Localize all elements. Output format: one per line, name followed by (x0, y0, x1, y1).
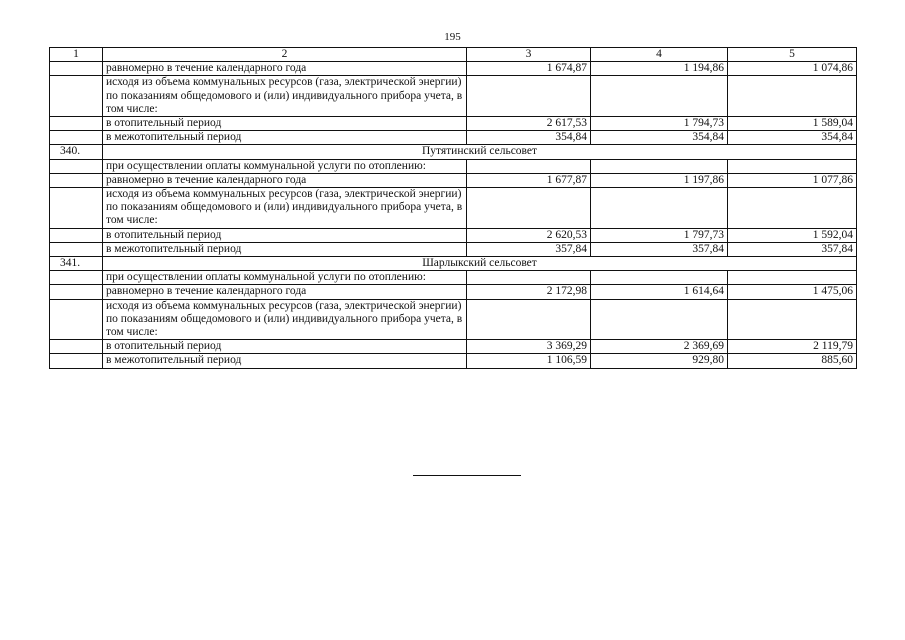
value-cell-4 (591, 271, 728, 285)
label-cell: исходя из объема коммунальных ресурсов (газа, электрической энергии) по показаниям общедомового и (или) индивидуального прибора учета, в том числе: (103, 188, 467, 229)
value-cell-3 (467, 188, 591, 229)
value-cell-4: 1 797,73 (591, 228, 728, 242)
num-cell (50, 62, 103, 76)
value-cell-3: 357,84 (467, 242, 591, 256)
value-cell-4 (591, 76, 728, 117)
value-cell-3 (467, 76, 591, 117)
value-cell-3 (467, 299, 591, 340)
num-cell (50, 354, 103, 368)
section-title: Шарлыкский сельсовет (103, 257, 857, 271)
label-cell: в межотопительный период (103, 131, 467, 145)
table-row (50, 354, 857, 368)
label-cell: при осуществлении оплаты коммунальной услуги по отоплению: (103, 271, 467, 285)
value-cell-3: 1 106,59 (467, 354, 591, 368)
num-cell (50, 285, 103, 299)
label-cell: равномерно в течение календарного года (103, 62, 467, 76)
value-cell-5 (728, 299, 857, 340)
value-cell-5: 1 077,86 (728, 173, 857, 187)
value-cell-3: 2 620,53 (467, 228, 591, 242)
num-cell (50, 299, 103, 340)
header-col-1: 1 (50, 48, 103, 62)
table-row (50, 299, 857, 340)
table-row (50, 188, 857, 229)
table-row (50, 173, 857, 187)
num-cell (50, 76, 103, 117)
table-row (50, 340, 857, 354)
section-row (50, 257, 857, 271)
value-cell-5: 354,84 (728, 131, 857, 145)
value-cell-5 (728, 188, 857, 229)
num-cell (50, 131, 103, 145)
value-cell-5 (728, 271, 857, 285)
tariff-table (49, 47, 857, 369)
value-cell-5: 1 592,04 (728, 228, 857, 242)
value-cell-5: 1 589,04 (728, 117, 857, 131)
table-row (50, 117, 857, 131)
value-cell-4: 1 197,86 (591, 173, 728, 187)
value-cell-4 (591, 188, 728, 229)
label-cell: в отопительный период (103, 228, 467, 242)
table-row (50, 131, 857, 145)
section-row (50, 145, 857, 159)
table-row (50, 228, 857, 242)
value-cell-3: 2 617,53 (467, 117, 591, 131)
section-number: 341. (50, 257, 103, 271)
header-col-5: 5 (728, 48, 857, 62)
section-title: Путятинский сельсовет (103, 145, 857, 159)
label-cell: исходя из объема коммунальных ресурсов (газа, электрической энергии) по показаниям общедомового и (или) индивидуального прибора учета, в том числе: (103, 299, 467, 340)
value-cell-3: 354,84 (467, 131, 591, 145)
value-cell-4: 929,80 (591, 354, 728, 368)
value-cell-4: 2 369,69 (591, 340, 728, 354)
value-cell-5: 885,60 (728, 354, 857, 368)
header-col-4: 4 (591, 48, 728, 62)
value-cell-4: 354,84 (591, 131, 728, 145)
table-row (50, 285, 857, 299)
page-number: 195 (444, 31, 461, 43)
value-cell-5: 357,84 (728, 242, 857, 256)
label-cell: в межотопительный период (103, 242, 467, 256)
num-cell (50, 228, 103, 242)
label-cell: равномерно в течение календарного года (103, 285, 467, 299)
label-cell: исходя из объема коммунальных ресурсов (газа, электрической энергии) по показаниям общедомового и (или) индивидуального прибора учета, в том числе: (103, 76, 467, 117)
label-cell: в межотопительный период (103, 354, 467, 368)
value-cell-4: 1 794,73 (591, 117, 728, 131)
value-cell-4 (591, 299, 728, 340)
num-cell (50, 188, 103, 229)
value-cell-3 (467, 159, 591, 173)
section-number: 340. (50, 145, 103, 159)
value-cell-5: 1 074,86 (728, 62, 857, 76)
value-cell-4: 357,84 (591, 242, 728, 256)
num-cell (50, 173, 103, 187)
num-cell (50, 271, 103, 285)
label-cell: равномерно в течение календарного года (103, 173, 467, 187)
value-cell-3: 2 172,98 (467, 285, 591, 299)
value-cell-5 (728, 159, 857, 173)
end-rule (413, 475, 521, 476)
table-row (50, 242, 857, 256)
label-cell: в отопительный период (103, 117, 467, 131)
label-cell: в отопительный период (103, 340, 467, 354)
value-cell-4 (591, 159, 728, 173)
value-cell-5: 2 119,79 (728, 340, 857, 354)
value-cell-5 (728, 76, 857, 117)
value-cell-4: 1 614,64 (591, 285, 728, 299)
num-cell (50, 159, 103, 173)
num-cell (50, 340, 103, 354)
value-cell-3: 3 369,29 (467, 340, 591, 354)
num-cell (50, 117, 103, 131)
value-cell-5: 1 475,06 (728, 285, 857, 299)
value-cell-4: 1 194,86 (591, 62, 728, 76)
label-cell: при осуществлении оплаты коммунальной услуги по отоплению: (103, 159, 467, 173)
value-cell-3: 1 677,87 (467, 173, 591, 187)
value-cell-3 (467, 271, 591, 285)
table-row (50, 271, 857, 285)
header-col-3: 3 (467, 48, 591, 62)
header-col-2: 2 (103, 48, 467, 62)
num-cell (50, 242, 103, 256)
table-row (50, 76, 857, 117)
table-row (50, 62, 857, 76)
table-row (50, 159, 857, 173)
header-row (50, 48, 857, 62)
value-cell-3: 1 674,87 (467, 62, 591, 76)
